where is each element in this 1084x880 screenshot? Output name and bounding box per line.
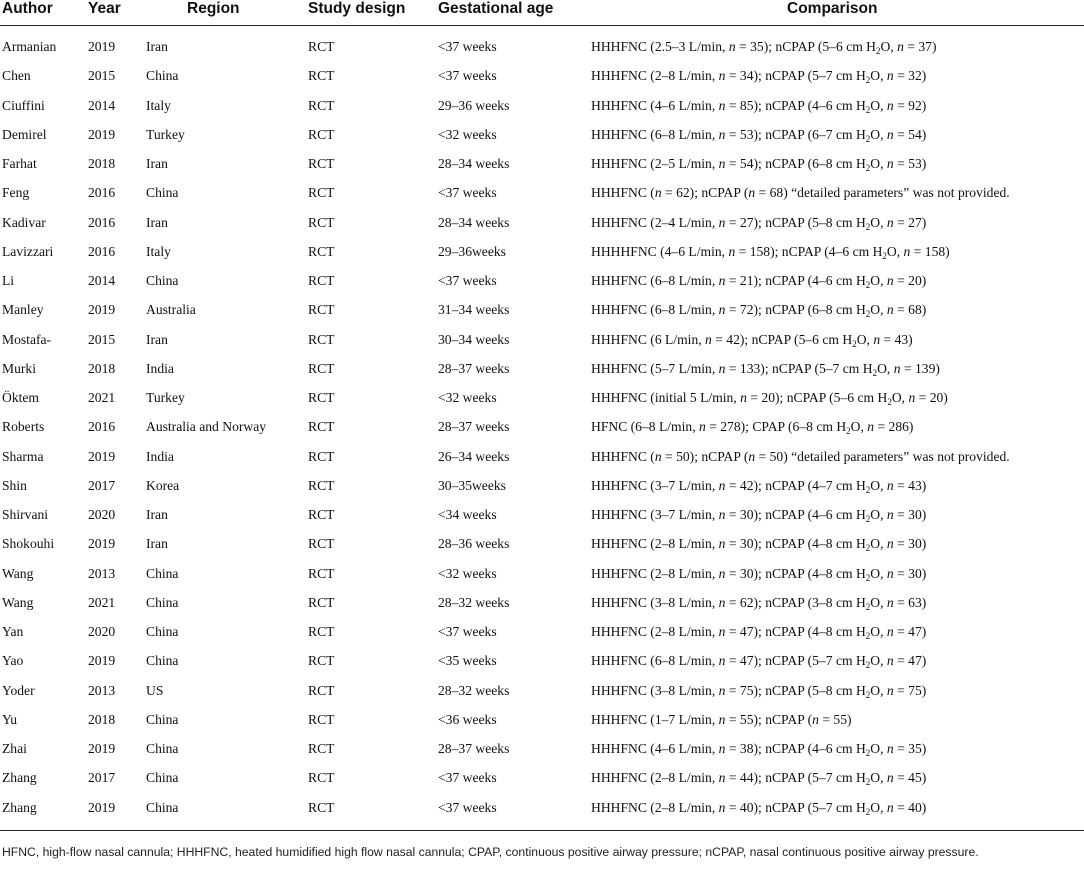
cell-year: 2019 [88, 653, 116, 669]
cell-study-design: RCT [308, 507, 335, 522]
table-row [0, 448, 1084, 477]
cell-author: Li [2, 273, 15, 288]
cell-region: China [146, 653, 179, 669]
cell-year: 2016 [88, 419, 116, 435]
cell-gestational-age: <37 weeks [438, 273, 497, 288]
cell-author: Ciuffini [2, 97, 45, 113]
cell-gestational-age: 26–34 weeks [438, 448, 510, 464]
table-row [0, 535, 1084, 564]
cell-comparison: HHHFNC (6–8 L/min, n = 47); nCPAP (5–7 cm $H_2O$, n = 47) [591, 653, 927, 671]
table-row [0, 155, 1084, 184]
cell-comparison: HHHHFNC (4–6 L/min, n = 158); nCPAP (4–6 cm $H_2O$, n = 158) [591, 243, 950, 261]
cell-author: Yan [2, 624, 24, 639]
cell-study-design: RCT [308, 156, 335, 171]
cell-gestational-age: 28–37 weeks [438, 741, 510, 756]
table-row [0, 477, 1084, 506]
table-row [0, 126, 1084, 155]
cell-region: Italy [146, 97, 171, 113]
cell-region: India [146, 448, 174, 464]
cell-gestational-age: 30–34 weeks [438, 331, 510, 347]
cell-gestational-age: <37 weeks [438, 799, 497, 815]
cell-region: China [146, 185, 179, 201]
header-study-design: Study design [308, 0, 406, 17]
cell-year: 2017 [88, 770, 116, 786]
cell-year: 2019 [88, 536, 116, 552]
table-row [0, 331, 1084, 360]
cell-study-design: RCT [308, 624, 335, 639]
table-header [0, 0, 1084, 25]
cell-year: 2021 [88, 390, 116, 405]
cell-author: Shokouhi [2, 536, 55, 552]
cell-region: China [146, 770, 179, 786]
cell-gestational-age: 28–34 weeks [438, 156, 510, 171]
cell-comparison: HHHFNC (2–5 L/min, n = 54); nCPAP (6–8 cm $H_2O$, n = 53) [591, 156, 927, 173]
cell-gestational-age: <36 weeks [438, 711, 497, 727]
header-year: Year [88, 0, 121, 17]
cell-study-design: RCT [308, 185, 335, 201]
cell-region: Turkey [146, 390, 185, 405]
cell-study-design: RCT [308, 419, 335, 435]
cell-author: Shirvani [2, 507, 49, 522]
table-row [0, 682, 1084, 711]
cell-gestational-age: 28–32 weeks [438, 594, 510, 610]
cell-gestational-age: <37 weeks [438, 770, 497, 786]
cell-author: Sharma [2, 448, 44, 464]
cell-year: 2021 [88, 594, 116, 610]
cell-region: China [146, 799, 179, 815]
cell-study-design: RCT [308, 68, 335, 84]
cell-gestational-age: 28–32 weeks [438, 682, 510, 698]
cell-comparison: HHHFNC (6–8 L/min, n = 53); nCPAP (6–7 cm $H_2O$, n = 54) [591, 126, 927, 144]
cell-study-design: RCT [308, 799, 335, 815]
cell-author: Zhang [2, 799, 37, 815]
cell-study-design: RCT [308, 39, 335, 54]
header-comparison: Comparison [787, 0, 878, 17]
cell-study-design: RCT [308, 477, 335, 493]
cell-study-design: RCT [308, 653, 335, 669]
cell-gestational-age: 29–36weeks [438, 243, 506, 259]
cell-comparison: HHHFNC (6 L/min, n = 42); nCPAP (5–6 cm $H_2O$, n = 43) [591, 331, 913, 349]
cell-year: 2019 [88, 39, 116, 54]
cell-region: Italy [146, 243, 171, 259]
cell-year: 2015 [88, 68, 116, 84]
cell-region: US [146, 682, 164, 698]
cell-comparison: HHHFNC (n = 50); nCPAP (n = 50) “detailed parameters” was not provided. [591, 448, 1010, 464]
header-gestational-age: Gestational age [438, 0, 554, 17]
cell-author: Yu [2, 711, 18, 727]
cell-study-design: RCT [308, 594, 335, 610]
cell-gestational-age: <37 weeks [438, 624, 497, 639]
cell-year: 2013 [88, 682, 116, 698]
cell-comparison: HFNC (6–8 L/min, n = 278); CPAP (6–8 cm $H_2O$, n = 286) [591, 419, 914, 437]
cell-year: 2019 [88, 799, 116, 815]
cell-year: 2015 [88, 331, 116, 347]
cell-comparison: HHHFNC (2–4 L/min, n = 27); nCPAP (5–8 cm $H_2O$, n = 27) [591, 214, 927, 232]
cell-year: 2016 [88, 243, 116, 259]
cell-gestational-age: <32 weeks [438, 565, 497, 581]
cell-gestational-age: 29–36 weeks [438, 97, 510, 113]
cell-study-design: RCT [308, 302, 335, 318]
cell-gestational-age: <35 weeks [438, 653, 497, 669]
table-row [0, 418, 1084, 447]
cell-region: Iran [146, 536, 168, 552]
cell-author: Farhat [2, 156, 37, 171]
cell-year: 2013 [88, 565, 116, 581]
cell-author: Manley [2, 302, 44, 318]
cell-region: China [146, 594, 179, 610]
cell-gestational-age: <32 weeks [438, 390, 497, 405]
table-row [0, 360, 1084, 389]
cell-comparison: HHHFNC (1–7 L/min, n = 55); nCPAP (n = 55) [591, 711, 852, 727]
cell-author: Zhang [2, 770, 37, 786]
cell-gestational-age: 28–37 weeks [438, 360, 510, 376]
cell-region: China [146, 68, 179, 84]
cell-author: Armanian [2, 39, 57, 54]
table-body [0, 38, 1084, 828]
cell-study-design: RCT [308, 243, 335, 259]
cell-comparison: HHHFNC (2–8 L/min, n = 30); nCPAP (4–8 cm $H_2O$, n = 30) [591, 536, 927, 554]
cell-year: 2018 [88, 360, 116, 376]
table-row [0, 594, 1084, 623]
cell-comparison: HHHFNC (2–8 L/min, n = 34); nCPAP (5–7 cm $H_2O$, n = 32) [591, 68, 927, 86]
table-row [0, 67, 1084, 96]
cell-gestational-age: <37 weeks [438, 39, 497, 54]
cell-year: 2019 [88, 302, 116, 318]
cell-author: Yao [2, 653, 24, 669]
cell-comparison: HHHFNC (2–8 L/min, n = 40); nCPAP (5–7 cm $H_2O$, n = 40) [591, 799, 927, 817]
cell-year: 2017 [88, 477, 116, 493]
cell-region: China [146, 741, 179, 756]
cell-author: Lavizzari [2, 243, 54, 259]
cell-gestational-age: <34 weeks [438, 507, 497, 522]
cell-gestational-age: <37 weeks [438, 185, 497, 201]
table-row [0, 623, 1084, 652]
table-row [0, 184, 1084, 213]
cell-region: Iran [146, 331, 168, 347]
cell-year: 2020 [88, 624, 116, 639]
cell-study-design: RCT [308, 565, 335, 581]
cell-author: Demirel [2, 126, 47, 142]
cell-author: Mostafa- [2, 331, 52, 347]
cell-study-design: RCT [308, 214, 335, 230]
cell-study-design: RCT [308, 536, 335, 552]
cell-comparison: HHHFNC (2–8 L/min, n = 44); nCPAP (5–7 cm $H_2O$, n = 45) [591, 770, 927, 788]
cell-study-design: RCT [308, 97, 335, 113]
table-row [0, 389, 1084, 418]
table-row [0, 769, 1084, 798]
cell-region: China [146, 273, 179, 288]
cell-author: Roberts [2, 419, 45, 435]
cell-study-design: RCT [308, 273, 335, 288]
cell-region: India [146, 360, 174, 376]
cell-comparison: HHHFNC (4–6 L/min, n = 85); nCPAP (4–6 cm $H_2O$, n = 92) [591, 97, 927, 115]
cell-author: Zhai [2, 741, 27, 756]
header-rule [0, 25, 1084, 26]
cell-comparison: HHHFNC (2–8 L/min, n = 47); nCPAP (4–8 cm $H_2O$, n = 47) [591, 624, 927, 641]
cell-gestational-age: 31–34 weeks [438, 302, 510, 318]
cell-region: Korea [146, 477, 180, 493]
cell-author: Murki [2, 360, 36, 376]
cell-gestational-age: <32 weeks [438, 126, 497, 142]
cell-year: 2020 [88, 507, 116, 522]
table-row [0, 214, 1084, 243]
cell-author: Yoder [2, 682, 35, 698]
cell-comparison: HHHFNC (initial 5 L/min, n = 20); nCPAP (5–6 cm $H_2O$, n = 20) [591, 390, 948, 407]
cell-year: 2014 [88, 97, 116, 113]
table-row [0, 272, 1084, 301]
cell-study-design: RCT [308, 360, 335, 376]
cell-author: Öktem [2, 390, 39, 405]
cell-comparison: HHHFNC (2.5–3 L/min, n = 35); nCPAP (5–6 cm $H_2O$, n = 37) [591, 39, 937, 56]
cell-comparison: HHHFNC (3–7 L/min, n = 30); nCPAP (4–6 cm $H_2O$, n = 30) [591, 507, 927, 524]
cell-author: Feng [2, 185, 30, 201]
cell-region: Australia [146, 302, 196, 318]
cell-year: 2019 [88, 448, 116, 464]
cell-gestational-age: 28–34 weeks [438, 214, 510, 230]
cell-study-design: RCT [308, 448, 335, 464]
cell-comparison: HHHFNC (3–8 L/min, n = 62); nCPAP (3–8 cm $H_2O$, n = 63) [591, 594, 927, 612]
cell-gestational-age: <37 weeks [438, 68, 497, 84]
cell-region: Australia and Norway [146, 419, 267, 435]
cell-region: China [146, 565, 179, 581]
cell-year: 2018 [88, 156, 116, 171]
table-row [0, 799, 1084, 828]
cell-comparison: HHHFNC (4–6 L/min, n = 38); nCPAP (4–6 cm $H_2O$, n = 35) [591, 741, 927, 758]
cell-comparison: HHHFNC (3–7 L/min, n = 42); nCPAP (4–7 cm $H_2O$, n = 43) [591, 477, 927, 495]
cell-region: China [146, 711, 179, 727]
cell-study-design: RCT [308, 390, 335, 405]
cell-study-design: RCT [308, 741, 335, 756]
cell-author: Kadivar [2, 214, 46, 230]
cell-study-design: RCT [308, 770, 335, 786]
cell-author: Chen [2, 68, 31, 84]
table-row [0, 301, 1084, 330]
table-row [0, 711, 1084, 740]
cell-year: 2018 [88, 711, 116, 727]
cell-author: Wang [2, 594, 34, 610]
cell-comparison: HHHFNC (3–8 L/min, n = 75); nCPAP (5–8 cm $H_2O$, n = 75) [591, 682, 927, 700]
cell-study-design: RCT [308, 331, 335, 347]
cell-year: 2019 [88, 126, 116, 142]
cell-author: Shin [2, 477, 27, 493]
cell-gestational-age: 28–36 weeks [438, 536, 510, 552]
table-row [0, 740, 1084, 769]
table-row [0, 652, 1084, 681]
header-author: Author [2, 0, 53, 17]
cell-year: 2016 [88, 185, 116, 201]
cell-author: Wang [2, 565, 34, 581]
cell-year: 2019 [88, 741, 116, 756]
cell-comparison: HHHFNC (n = 62); nCPAP (n = 68) “detailed parameters” was not provided. [591, 185, 1010, 201]
cell-study-design: RCT [308, 126, 335, 142]
table-footnote: HFNC, high-flow nasal cannula; HHHFNC, heated humidified high flow nasal cannula; CPAP, continuous positive airway pressure; nCPAP, nasal continuous positive airway pressure. [2, 845, 979, 859]
cell-region: Iran [146, 507, 168, 522]
cell-region: Iran [146, 39, 168, 54]
table-row [0, 97, 1084, 126]
cell-study-design: RCT [308, 711, 335, 727]
table-row [0, 506, 1084, 535]
cell-comparison: HHHFNC (2–8 L/min, n = 30); nCPAP (4–8 cm $H_2O$, n = 30) [591, 565, 927, 583]
cell-year: 2016 [88, 214, 116, 230]
bottom-rule [0, 830, 1084, 831]
table-row [0, 243, 1084, 272]
cell-study-design: RCT [308, 682, 335, 698]
cell-comparison: HHHFNC (5–7 L/min, n = 133); nCPAP (5–7 cm $H_2O$, n = 139) [591, 360, 940, 378]
cell-year: 2014 [88, 273, 116, 288]
cell-comparison: HHHFNC (6–8 L/min, n = 72); nCPAP (6–8 cm $H_2O$, n = 68) [591, 302, 927, 320]
table-row [0, 565, 1084, 594]
cell-gestational-age: 30–35weeks [438, 477, 506, 493]
header-region: Region [187, 0, 240, 17]
cell-region: Iran [146, 214, 168, 230]
cell-comparison: HHHFNC (6–8 L/min, n = 21); nCPAP (4–6 cm $H_2O$, n = 20) [591, 273, 927, 290]
cell-gestational-age: 28–37 weeks [438, 419, 510, 435]
cell-region: Turkey [146, 126, 185, 142]
cell-region: China [146, 624, 179, 639]
cell-region: Iran [146, 156, 168, 171]
table-row [0, 38, 1084, 67]
